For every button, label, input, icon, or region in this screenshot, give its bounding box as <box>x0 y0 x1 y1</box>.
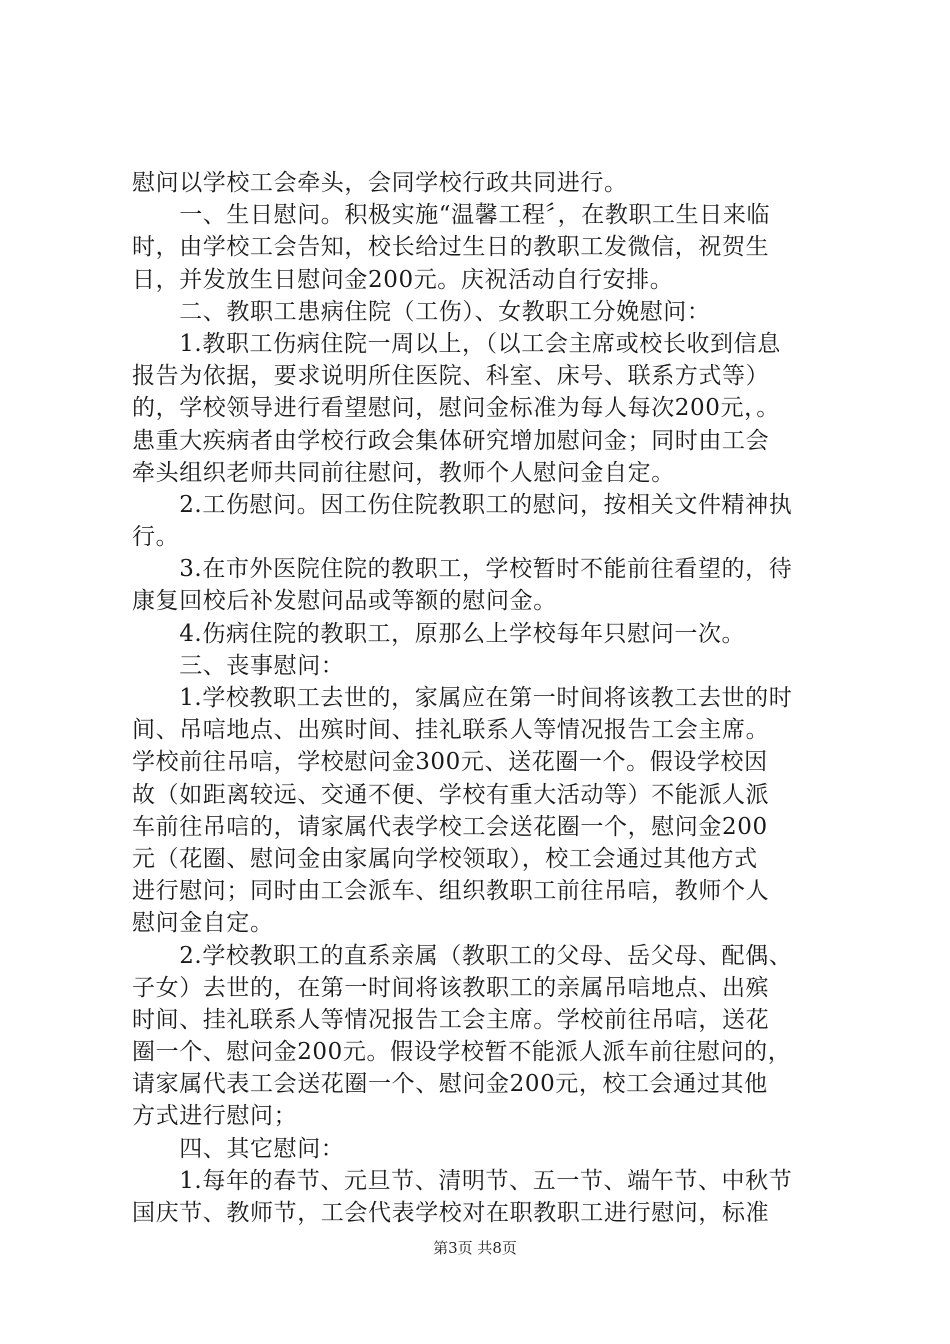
text-line: 一、生日慰问。积极实施“温馨工程〞，在教职工生日来临 <box>132 202 771 229</box>
text-line: 学校前往吊唁，学校慰问金300元、送花圈一个。假设学校因 <box>132 749 768 776</box>
text-line: 元（花圈、慰问金由家属向学校领取），校工会通过其他方式 <box>132 845 758 872</box>
text-line: 时，由学校工会告知，校长给过生日的教职工发微信，祝贺生 <box>132 234 770 261</box>
text-line: 慰问金自定。 <box>132 910 274 937</box>
text-line: 子女）去世的，在第一时间将该教职工的亲属吊唁地点、出殡 <box>132 974 770 1001</box>
text-line: 国庆节、教师节，工会代表学校对在职教职工进行慰问，标准 <box>132 1200 770 1226</box>
text-line: 方式进行慰问； <box>132 1103 298 1130</box>
text-line: 进行慰问；同时由工会派车、组织教职工前往吊唁，教师个人 <box>132 878 770 905</box>
text-line: 时间、挂礼联系人等情况报告工会主席。学校前往吊唁，送花 <box>132 1006 770 1033</box>
text-line: 4.伤病住院的教职工，原那么上学校每年只慰问一次。 <box>132 620 746 647</box>
text-line: 圈一个、慰问金200元。假设学校暂不能派人派车前往慰问的， <box>132 1039 792 1066</box>
text-line: 四、其它慰问： <box>132 1135 345 1162</box>
text-line: 的，学校领导进行看望慰问，慰问金标准为每人每次200元，。 <box>132 395 780 422</box>
text-line: 日，并发放生日慰问金200元。庆祝活动自行安排。 <box>132 266 674 293</box>
document-body <box>132 167 832 1229</box>
text-line: 三、丧事慰问： <box>132 652 345 679</box>
text-line: 故（如距离较远、交通不便、学校有重大活动等）不能派人派 <box>132 781 770 808</box>
text-line: 患重大疾病者由学校行政会集体研究增加慰问金；同时由工会 <box>132 427 770 454</box>
text-line: 车前往吊唁的，请家属代表学校工会送花圈一个，慰问金200 <box>132 813 768 840</box>
text-line: 1.学校教职工去世的，家属应在第一时间将该教工去世的时 <box>132 685 793 711</box>
text-line: 报告为依据，要求说明所住医院、科室、床号、联系方式等） <box>132 363 770 390</box>
text-line: 慰问以学校工会牵头，会同学校行政共同进行。 <box>132 170 628 196</box>
text-line: 康复回校后补发慰问品或等额的慰问金。 <box>132 588 557 615</box>
text-line: 2.学校教职工的直系亲属（教职工的父母、岳父母、配偶、 <box>132 942 793 969</box>
text-line: 请家属代表工会送花圈一个、慰问金200元，校工会通过其他 <box>132 1071 768 1098</box>
text-line: 二、教职工患病住院（工伤）、女教职工分娩慰问： <box>132 298 711 325</box>
text-line: 行。 <box>132 524 180 551</box>
text-line: 1.教职工伤病住院一周以上，（以工会主席或校长收到信息 <box>132 330 781 357</box>
text-line: 牵头组织老师共同前往慰问，教师个人慰问金自定。 <box>132 459 675 486</box>
text-line: 3.在市外医院住院的教职工，学校暂时不能前往看望的，待 <box>132 556 793 583</box>
text-line: 2.工伤慰问。因工伤住院教职工的慰问，按相关文件精神执 <box>132 491 793 518</box>
page-number-footer: 第3页 共8页 <box>433 1239 517 1257</box>
text-line: 间、吊唁地点、出殡时间、挂礼联系人等情况报告工会主席。 <box>132 717 770 744</box>
text-line: 1.每年的春节、元旦节、清明节、五一节、端午节、中秋节 <box>132 1167 793 1194</box>
